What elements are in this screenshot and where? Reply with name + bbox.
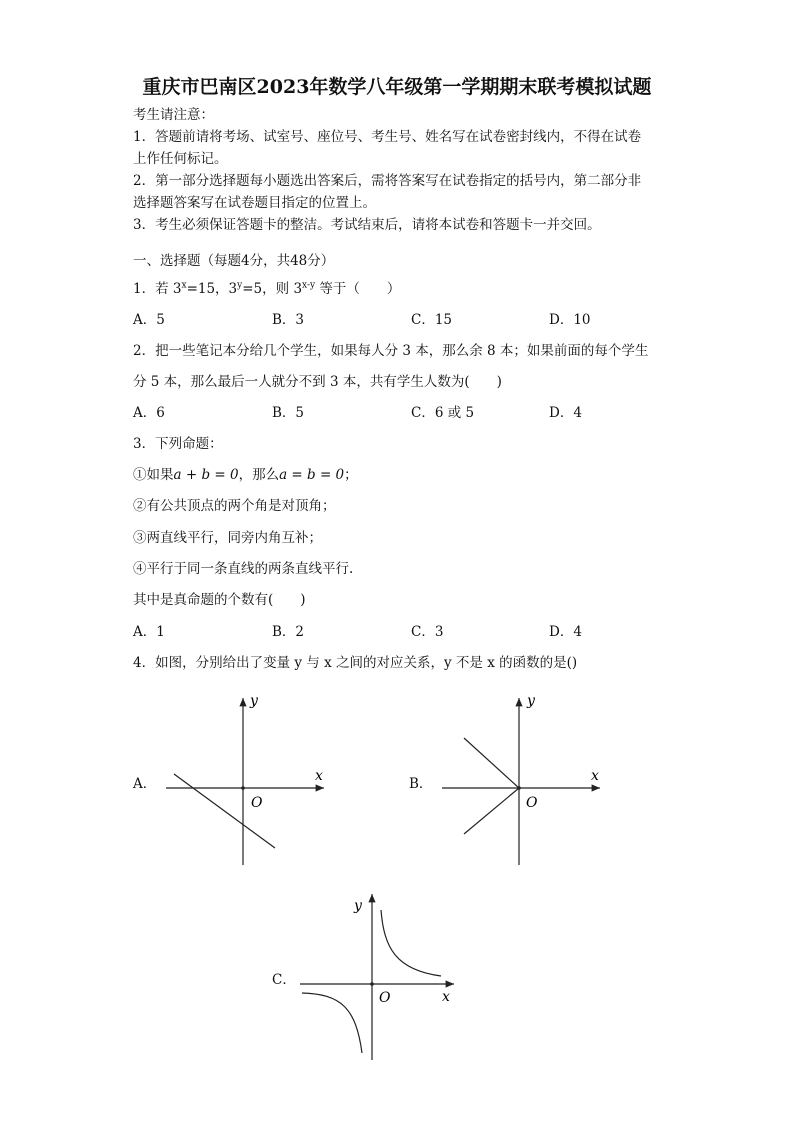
q3-option-b: B．2 — [272, 624, 305, 640]
q2-option-d: D．4 — [549, 405, 582, 421]
notice-line: 3．考生必须保证答题卡的整洁。考试结束后，请将本试卷和答题卡一并交回。 — [133, 217, 601, 233]
notice-line: 选择题答案写在试卷题目指定的位置上。 — [133, 195, 376, 211]
hyperbola-branch-left — [302, 993, 362, 1053]
graph-c — [296, 888, 466, 1063]
q2-option-a: A．6 — [133, 405, 165, 421]
graph-a-label: A． — [133, 776, 157, 792]
q2-option-c: C．6 或 5 — [411, 405, 475, 421]
question-1-stem: 1．若 $3^x=15$，$3^y=5$，则 3$^{x-y}$ 等于（ ） — [133, 280, 401, 297]
question-3-stem: 3．下列命题： — [133, 436, 223, 452]
y-axis-label: y — [527, 693, 535, 709]
q1-option-a: A．5 — [133, 312, 165, 328]
question-3-ask: 其中是真命题的个数有( ) — [133, 592, 306, 608]
page-title: 重庆市巴南区2023年数学八年级第一学期期末联考模拟试题 — [142, 76, 652, 98]
notice-heading: 考生请注意： — [133, 107, 214, 123]
proposition-3: ③两直线平行，同旁内角互补； — [133, 530, 322, 546]
function-line — [174, 774, 275, 848]
q2-option-b: B．5 — [272, 405, 305, 421]
x-axis-label: x — [591, 768, 599, 784]
origin-label: O — [379, 990, 391, 1006]
q1-option-d: D．10 — [549, 312, 591, 328]
lower-ray — [464, 788, 519, 834]
section-heading: 一、选择题（每题4分，共48分） — [133, 253, 335, 269]
y-axis-label: y — [354, 898, 362, 914]
question-4-stem: 4．如图，分别给出了变量 y 与 x 之间的对应关系，y 不是 x 的函数的是() — [133, 655, 578, 671]
q1-option-c: C．15 — [411, 312, 453, 328]
q3-option-c: C．3 — [411, 624, 444, 640]
upper-ray — [464, 738, 519, 788]
y-axis-label: y — [250, 693, 258, 709]
proposition-2: ②有公共顶点的两个角是对顶角； — [133, 498, 336, 514]
graph-c-label: C． — [272, 972, 296, 988]
q3-option-d: D．4 — [549, 624, 582, 640]
graph-a — [160, 690, 340, 870]
graph-b — [436, 690, 616, 870]
q3-option-a: A．1 — [133, 624, 165, 640]
notice-line: 2．第一部分选择题每小题选出答案后，需将答案写在试卷指定的括号内，第二部分非 — [133, 173, 642, 189]
proposition-1: ①如果a + b = 0，那么a = b = 0； — [133, 467, 358, 483]
notice-line: 1．答题前请将考场、试室号、座位号、考生号、姓名写在试卷密封线内，不得在试卷 — [133, 129, 642, 145]
notice-line: 上作任何标记。 — [133, 151, 228, 167]
x-axis-label: x — [442, 989, 450, 1005]
question-2-line: 分 5 本，那么最后一人就分不到 3 本，共有学生人数为( ) — [133, 374, 502, 390]
origin-label: O — [251, 795, 263, 811]
question-2-line: 2．把一些笔记本分给几个学生，如果每人分 3 本，那么余 8 本；如果前面的每个学生 — [133, 343, 649, 359]
proposition-4: ④平行于同一条直线的两条直线平行. — [133, 561, 354, 577]
x-axis-label: x — [315, 768, 323, 784]
q1-option-b: B．3 — [272, 312, 305, 328]
graph-b-label: B． — [409, 776, 433, 792]
hyperbola-branch-right — [381, 910, 441, 976]
origin-label: O — [526, 795, 538, 811]
